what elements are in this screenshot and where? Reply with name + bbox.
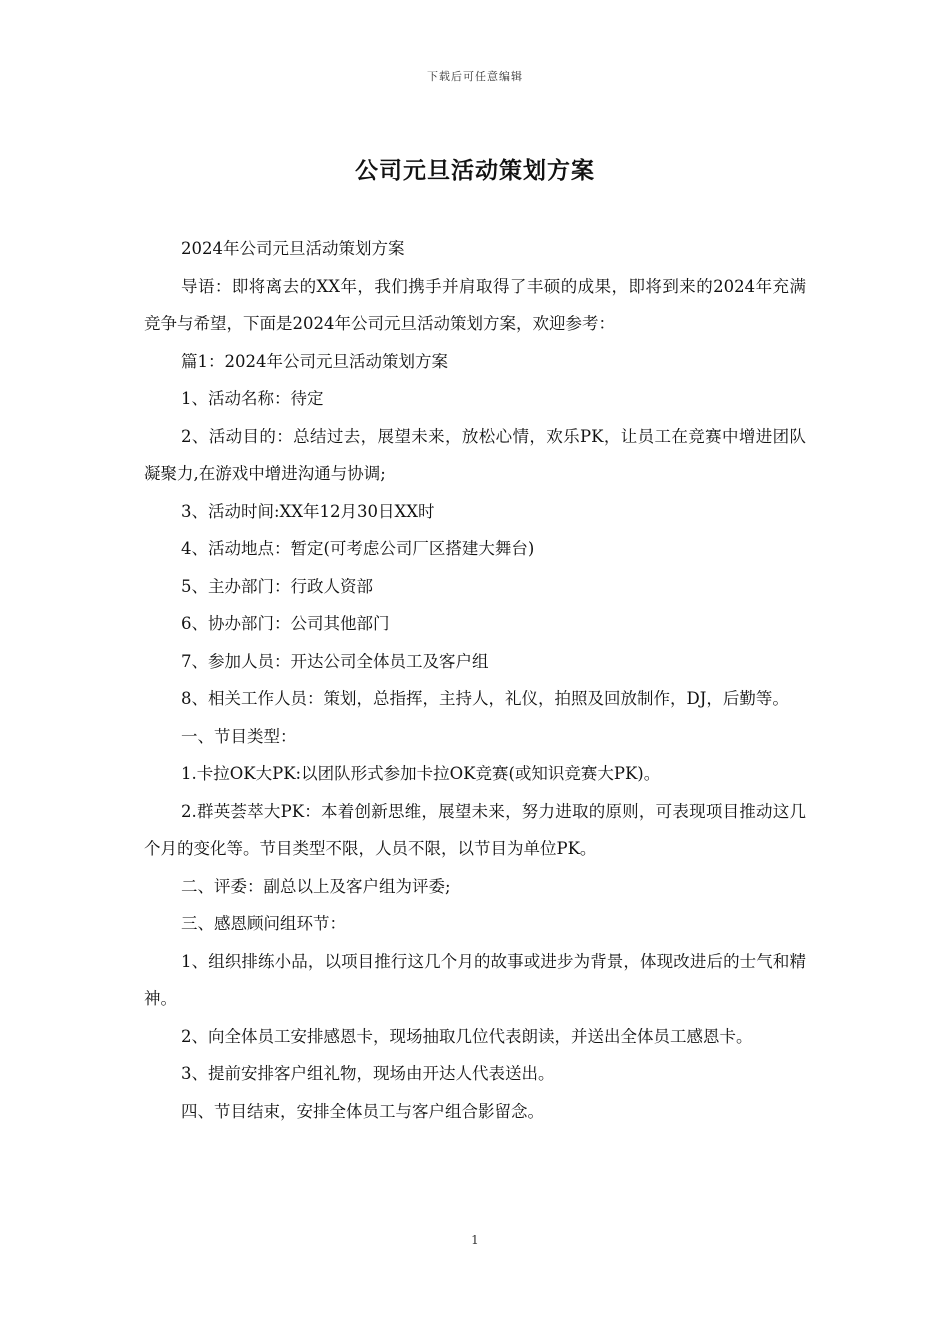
document-title: 公司元旦活动策划方案 <box>355 157 595 184</box>
paragraph: 5、主办部门：行政人资部 <box>181 576 373 596</box>
paragraph: 1、组织排练小品，以项目推行这几个月的故事或进步为背景，体现改进后的士气和精神。 <box>144 951 806 1008</box>
paragraph: 篇1：2024年公司元旦活动策划方案 <box>181 351 448 371</box>
paragraph: 三、感恩顾问组环节： <box>181 914 346 933</box>
paragraph: 二、评委：副总以上及客户组为评委; <box>181 876 451 896</box>
header-note: 下载后可任意编辑 <box>427 70 523 83</box>
paragraph: 导语：即将离去的XX年，我们携手并肩取得了丰硕的成果，即将到来的2024年充满竞争与希望，下面是2024年公司元旦活动策划方案，欢迎参考： <box>144 276 806 333</box>
paragraph: 2、活动目的：总结过去，展望未来，放松心情，欢乐PK，让员工在竞赛中增进团队凝聚力,在游戏中增进沟通与协调; <box>144 426 806 483</box>
paragraph: 2024年公司元旦活动策划方案 <box>181 239 405 258</box>
paragraph: 3、活动时间:XX年12月30日XX时 <box>181 501 435 521</box>
paragraph: 3、提前安排客户组礼物，现场由开达人代表送出。 <box>181 1064 555 1083</box>
paragraph: 7、参加人员：开达公司全体员工及客户组 <box>181 651 489 671</box>
paragraph: 四、节目结束，安排全体员工与客户组合影留念。 <box>181 1101 544 1121</box>
paragraph: 4、活动地点：暂定(可考虑公司厂区搭建大舞台) <box>181 539 535 558</box>
paragraph: 2、向全体员工安排感恩卡，现场抽取几位代表朗读，并送出全体员工感恩卡。 <box>181 1026 753 1046</box>
document-body <box>144 230 806 1130</box>
paragraph: 2.群英荟萃大PK：本着创新思维，展望未来，努力进取的原则，可表现项目推动这几个月的变化等。节目类型不限，人员不限，以节目为单位PK。 <box>144 801 806 858</box>
paragraph: 一、节目类型： <box>181 726 297 746</box>
paragraph: 6、协办部门：公司其他部门 <box>181 614 390 633</box>
paragraph: 8、相关工作人员：策划，总指挥，主持人，礼仪，拍照及回放制作，DJ，后勤等。 <box>181 689 789 708</box>
page-number: 1 <box>471 1233 479 1247</box>
paragraph: 1、活动名称：待定 <box>181 389 324 408</box>
paragraph: 1.卡拉OK大PK:以团队形式参加卡拉OK竞赛(或知识竞赛大PK)。 <box>181 764 661 783</box>
